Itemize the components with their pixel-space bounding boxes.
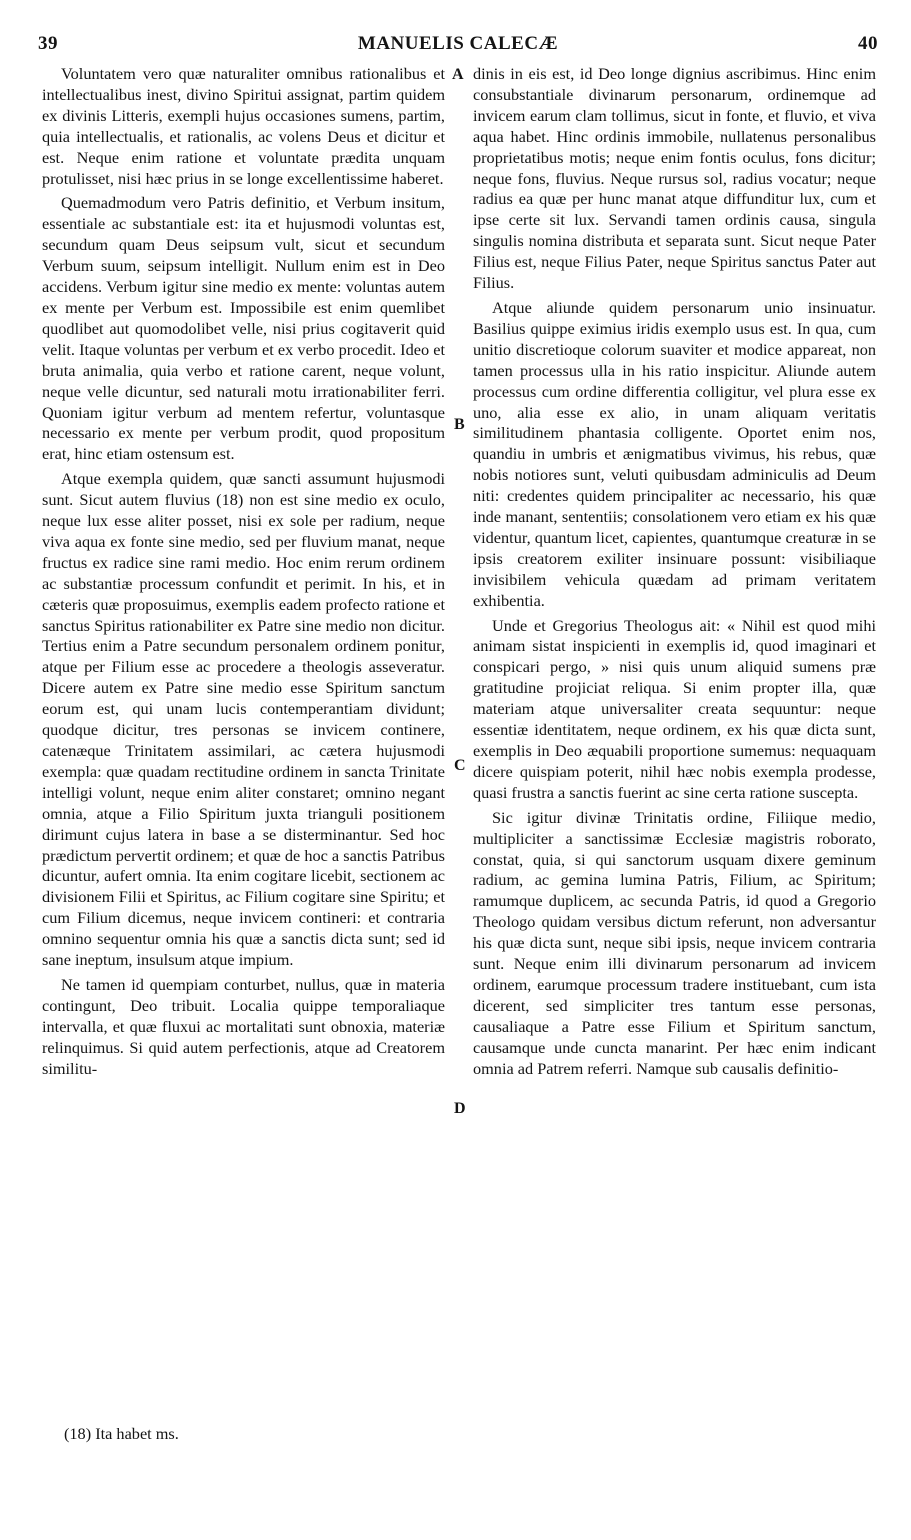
right-paragraph-3: Unde et Gregorius Theologus ait: « Nihil est quod mihi animam sistat inspicienti in exemplis id, quod imaginari et conspicari pergo, » nisi quis unum aliquid sumens præ gratitudine projiciat reliqua. Si enim propter illa, quæ materiam atque universaliter creata sequuntur: neque essentiæ identitatem, neque ordinem, ex his quæ dicta sunt, exemplis in Deo æquabili proportione sumemus: nequaquam dicere quispiam poterit, nihil hæc nobis exempla prodesse, quasi frustra a sanctis fuerint ac sine certa ratione suscepta. (473, 615, 876, 802)
right-column (473, 64, 876, 1080)
margin-letter-c: C (454, 757, 466, 774)
left-column (42, 64, 445, 1080)
page-header (38, 33, 878, 63)
margin-letter-b: B (454, 416, 465, 433)
left-paragraph-2: Quemadmodum vero Patris definitio, et Verbum insitum, essentiale ac substantiale est: ita et hujusmodi voluntas est, secundum quam Deus seipsum vult, sicut et secundum Verbum suum, seipsum intelligit. Nullum enim est in Deo accidens. Verbum igitur sine medio ex mente: voluntas autem ex mente per Verbum est. Impossibile est enim quemlibet quodlibet aut quomodolibet velle, nisi prius cogitaverit quid velit. Itaque voluntas per verbum et ex verbo procedit. Ideo et bruta animalia, quia verbo et ratione carent, neque volunt, neque velle dicuntur, sed naturali motu irrationabiliter ferri. Quoniam igitur verbum ad mentem refertur, voluntasque necessario ex mente per verbum prodit, quod propositum erat, hinc etiam ostensum est. (42, 193, 445, 464)
right-paragraph-4: Sic igitur divinæ Trinitatis ordine, Filiique medio, multipliciter a sanctissimæ Ecclesiæ magistris roborato, constat, quia, si qui sanctorum usquam dixere geminum radium, ac gemina lumina Patris, Filium, ac Spiritum; ramumque duplicem, ac secunda Patris, id quod a Gregorio Theologo quidam versibus dictum referunt, non adversantur his quæ dicta sunt, neque sibi ipsis, neque invicem contraria sunt. Neque enim illi divinarum personarum ad invicem ordinem, earumque processum tradere instituebant, cum ista dicerent, sed simpliciter tres tantum esse personas, causaliaque a Patre esse Filium et Spiritum sanctum, causamque unde cuncta manarint. Per hæc enim indicant omnia ad Patrem referri. Namque sub causalis definitio- (473, 807, 876, 1078)
left-page-number: 39 (38, 33, 58, 54)
running-title: MANUELIS CALECÆ (357, 33, 559, 54)
right-paragraph-1: dinis in eis est, id Deo longe dignius ascribimus. Hinc enim consubstantiale divinarum personarum, ordinemque ad invicem earum clam tollimus, sicut in fonte, et fluvio, et viva aqua habet. Hinc ordinis immobile, nullatenus personalibus proprietatibus motis; neque enim fontis oculus, fons dicitur; neque fons, fluvius. Neque rursus sol, radius vocatur; neque radius ea quæ per hunc manat atque diffunditur lux, cum et ipse certe sit lux. Servandi tamen ordinis causa, singula singulis nomina distributa et separata sunt. Sicut neque Pater Filius est, neque Filius Pater, neque Spiritus sanctus Pater aut Filius. (473, 64, 876, 293)
left-paragraph-1: Voluntatem vero quæ naturaliter omnibus rationalibus et intellectualibus inest, divino Spiritui assignat, partim quidem ex divinis Litteris, exempli hujus occasiones sumens, partim, quia intellectualis, et rationalis, ac volens Deus et dicitur et est. Neque enim ratione et voluntate prædita unquam protulisset, nisi hæc prius in se longe excellentissime haberet. (42, 64, 445, 188)
left-paragraph-4: Ne tamen id quempiam conturbet, nullus, quæ in materia contingunt, Deo tribuit. Localia quippe temporaliaque intervalla, et quæ fluxui ac mortalitati sunt obnoxia, materiæ relinquimus. Si quid autem perfectionis, atque ad Creatorem similitu- (42, 974, 445, 1078)
right-paragraph-2: Atque aliunde quidem personarum unio insinuatur. Basilius quippe eximius iridis exemplo usus est. In qua, cum unitio discretioque colorum suaviter et modice appareat, non tamen processus ulla in his ratio inspicitur. Aliunde autem processus cum ordine differentia colligitur, vel plura esse ex uno, alia esse ex alio, in unam aliquam veritatis similitudinem phantasia colligente. Oportet enim nos, quandiu in umbris et ænigmatibus vivimus, his rebus, quæ nobis notiores sunt, veluti quibusdam adminiculis ad Deum niti: credentes quidem principaliter ac necessario, his quæ inde manant, sententiis; consolationem vero etiam ex his quæ videntur, quantum licet, capientes, quantumque creaturæ in se ipsis creatorem exiliter insinuare possunt: visibiliaque invisibilem vehicula quædam ad primam veritatem exhibentia. (473, 297, 876, 610)
left-paragraph-3: Atque exempla quidem, quæ sancti assumunt hujusmodi sunt. Sicut autem fluvius (18) non est sine medio ex oculo, neque lux esse aliter posset, nisi ex sole per radium, neque viva aqua ex fonte sine medio, sed per fluvium manat, neque fructus ex radice sine rami medio. Hoc enim rerum ordinem ac substantiæ processum confundit et perimit. In his, et in cæteris quæ proposuimus, exemplis eadem profecto ratione et sanctus Spiritus rationabiliter ex Patre sine medio non dicitur. Tertius enim a Patre secundum personalem ordinem ponitur, atque per Filium esse ac procedere a theologis asseveratur. Dicere autem ex Patre sine medio esse Spiritum sanctum eorum est, qui unam lucis contemperantiam dividunt; quodque dicitur, tres personas se invicem continere, catenæque Trinitatem assimilari, ac cætera hujusmodi exempla: quæ quadam rectitudine ordinem in sancta Trinitate intelligi volunt, neque enim aliter constaret; omnino negant omnia, atque a Filio Spiritum juxta trianguli positionem dirimunt cujus latera in base a se disterminantur. Sed hoc prædictum pervertit ordinem; et quæ de hoc a sanctis Patribus dicuntur, aufert omnia. Ita enim cogitare licebit, sectionem ac divisionem Filii et Spiritus, ac Filium cogitare sine Spiritu; et cum Filium dicemus, neque invicem contineri: et contraria omnino sequentur omnia his quæ a sanctis dicta sunt; sed id sane ineptum, insulsum atque impium. (42, 469, 445, 970)
margin-letter-a: A (452, 66, 464, 83)
margin-letter-d: D (454, 1100, 466, 1117)
right-page-number: 40 (858, 33, 878, 54)
footnote: (18) Ita habet ms. (64, 1424, 179, 1443)
